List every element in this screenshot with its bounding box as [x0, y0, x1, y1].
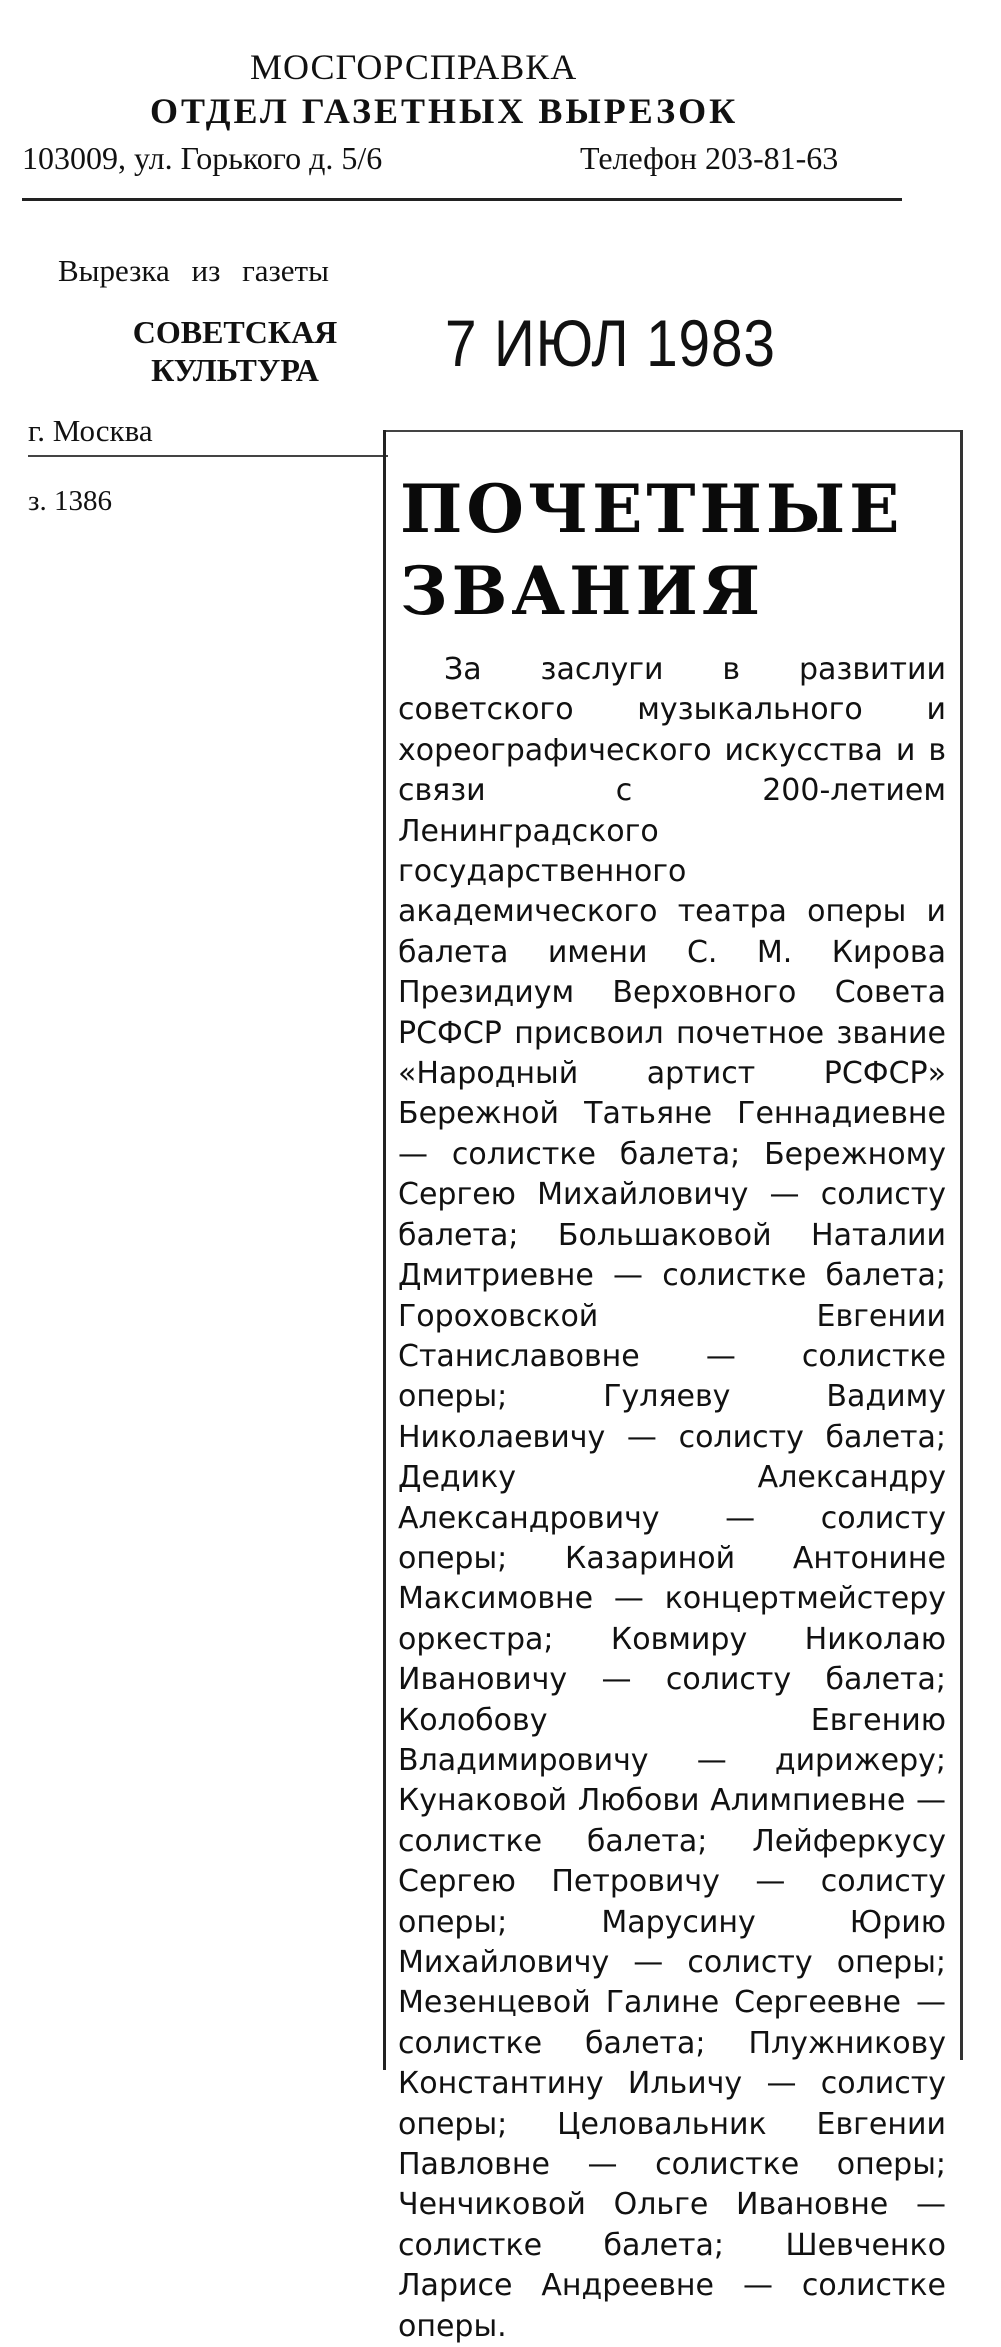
article-right-border: [960, 430, 963, 2060]
date-stamp: 7 ИЮЛ 1983: [445, 306, 776, 380]
department-title: ОТДЕЛ ГАЗЕТНЫХ ВЫРЕЗОК: [150, 91, 739, 131]
article-headline-line2: ЗВАНИЯ: [400, 552, 765, 630]
article-body-paragraph: За заслуги в развитии советского музыкального и хореографического искусства и в связи с 200-летием Ленинградского государственного академического театра оперы и балета имени С. М. Кирова Президиум Верховного Совета РСФСР присвоил почетное звание «Народный артист РСФСР» Бережной Татьяне Геннадиевне — солистке балета; Бережному Сергею Михайловичу — солисту балета; Большаковой Наталии Дмитриевне — солистке балета; Гороховской Евгении Станиславовне — солистке оперы; Гуляеву Вадиму Николаевичу — солисту балета; Дедику Александру Александровичу — солисту оперы; Казариной Антонине Максимовне — концертмейстеру оркестра; Ковмиру Николаю Ивановичу — солисту балета; Колобову Евгению Владимировичу — дирижеру; Кунаковой Любови Алимпиевне — солистке балета; Лейферкусу Сергею Петровичу — солисту оперы; Марусину Юрию Михайловичу — солисту оперы; Мезенцевой Галине Сергеевне — солистке балета; Плужникову Константину Ильичу — солисту оперы; Целовальник Евгении Павловне — солистке оперы; Ченчиковой Ольге Ивановне — солистке балета; Шевченко Ларисе Андреевне — солистке оперы.: [398, 652, 946, 2344]
article-headline: [400, 468, 950, 632]
agency-address: 103009, ул. Горького д. 5/6: [22, 140, 383, 176]
header-rule: [22, 198, 902, 201]
city-rule: [28, 455, 388, 457]
newspaper-name-line1: СОВЕТСКАЯ: [132, 314, 338, 350]
article-left-border: [383, 430, 386, 2070]
article-body: [398, 650, 946, 2347]
agency-phone: Телефон 203-81-63: [580, 140, 839, 176]
city-label: г. Москва: [28, 413, 153, 448]
newspaper-name: [100, 313, 370, 389]
article-headline-line1: ПОЧЕТНЫЕ: [400, 470, 904, 548]
issue-number: з. 1386: [28, 485, 112, 517]
agency-title: МОСГОРСПРАВКА: [250, 47, 578, 87]
article-top-border: [383, 430, 963, 432]
newspaper-name-line2: КУЛЬТУРА: [151, 352, 319, 388]
clipping-label: Вырезка из газеты: [58, 253, 329, 288]
